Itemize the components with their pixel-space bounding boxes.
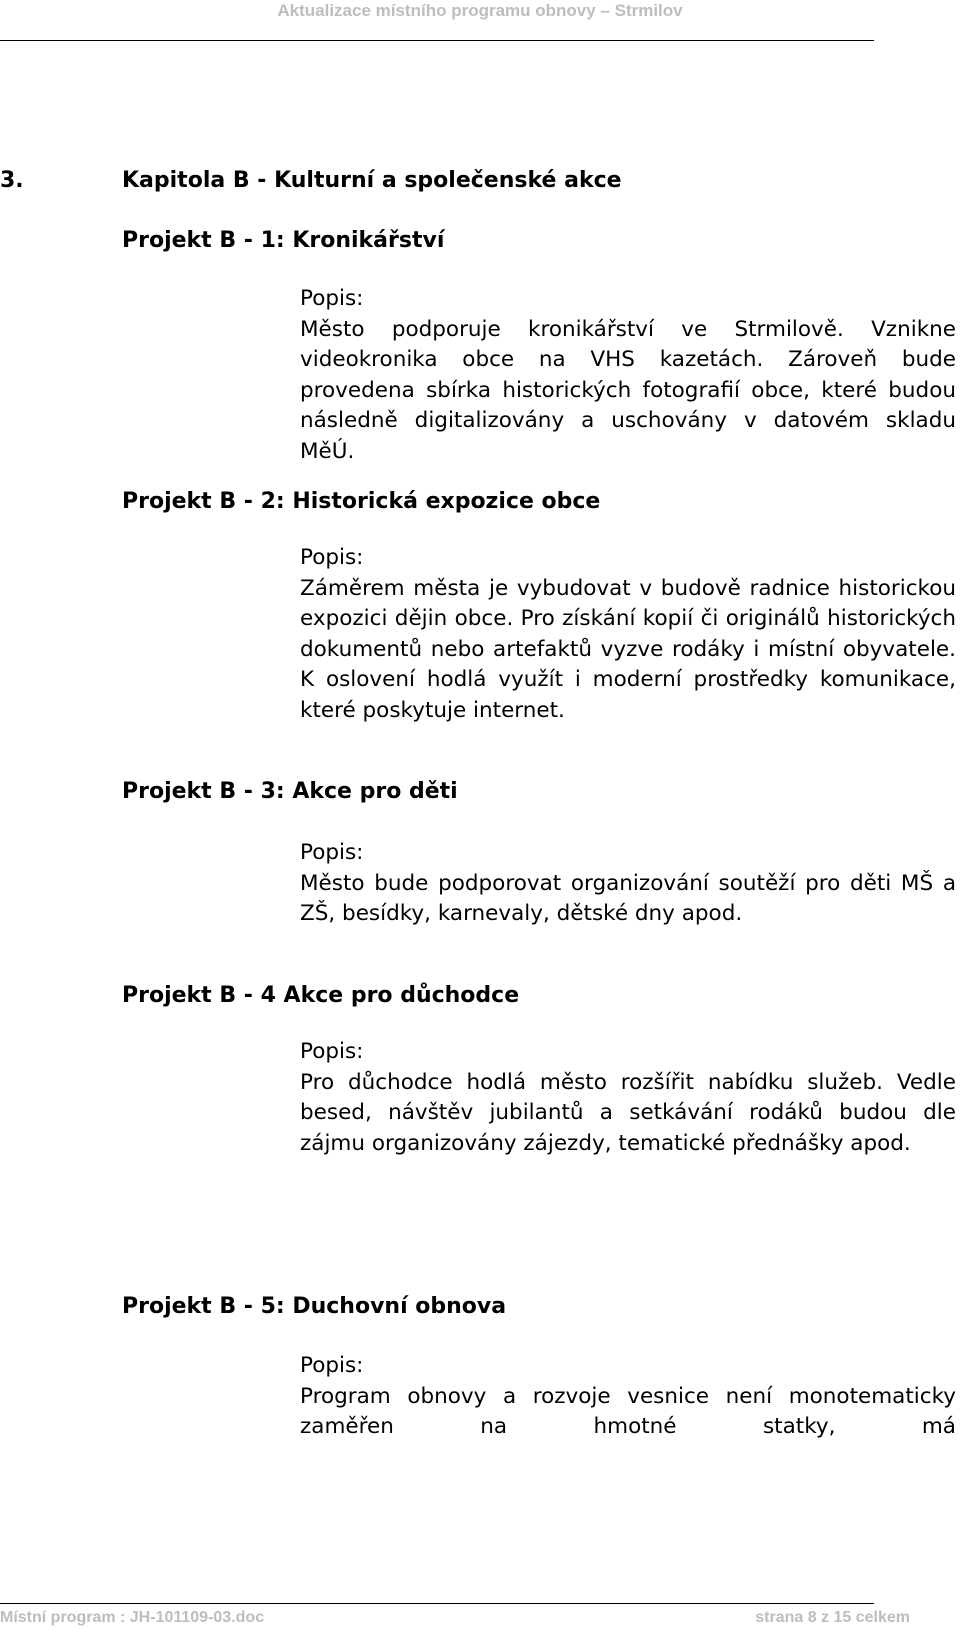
footer-divider <box>0 1603 874 1604</box>
project-b1-heading: Projekt B - 1: Kronikářství <box>122 228 445 253</box>
header-divider <box>0 40 874 41</box>
footer-page-number: strana 8 z 15 celkem <box>755 1609 910 1626</box>
project-b5-block <box>300 1351 956 1443</box>
project-b2-heading: Projekt B - 2: Historická expozice obce <box>122 489 601 514</box>
chapter-title: Kapitola B - Kulturní a společenské akce <box>122 168 622 193</box>
project-b3-description: Město bude podporovat organizování soutěží pro děti MŠ a ZŠ, besídky, karnevaly, dětské dny apod. <box>300 870 956 926</box>
project-b2-description: Záměrem města je vybudovat v budově radnice historickou expozici dějin obce. Pro získání kopií či originálů historických dokumentů nebo artefaktů vyzve rodáky i místní obyvatele. K oslovení hodlá využít i moderní prostředky komunikace, které poskytuje internet. <box>300 575 956 723</box>
page-header: Aktualizace místního programu obnovy – Strmilov <box>277 1 683 20</box>
footer-document-name: Místní program : JH-101109-03.doc <box>0 1609 265 1626</box>
project-b3-block <box>300 838 956 930</box>
project-b1-description: Město podporuje kronikářství ve Strmilově. Vznikne videokronika obce na VHS kazetách. Zároveň bude provedena sbírka historických fotografií obce, které budou následně digitalizovány a uschovány v datovém skladu MěÚ. <box>300 316 956 464</box>
project-b5-description: Program obnovy a rozvoje vesnice není monotematicky zaměřen na hmotné statky, má <box>300 1383 956 1439</box>
project-b5-heading: Projekt B - 5: Duchovní obnova <box>122 1294 507 1319</box>
popis-label: Popis: <box>300 545 364 570</box>
project-b1-block <box>300 284 956 467</box>
project-b4-heading: Projekt B - 4 Akce pro důchodce <box>122 983 520 1008</box>
popis-label: Popis: <box>300 1039 364 1064</box>
chapter-number: 3. <box>0 168 24 193</box>
popis-label: Popis: <box>300 840 364 865</box>
project-b2-block <box>300 543 956 726</box>
popis-label: Popis: <box>300 1353 364 1378</box>
project-b4-description: Pro důchodce hodlá město rozšířit nabídku služeb. Vedle besed, návštěv jubilantů a setkávání rodáků budou dle zájmu organizovány zájezdy, tematické přednášky apod. <box>300 1069 956 1156</box>
project-b3-heading: Projekt B - 3: Akce pro děti <box>122 779 458 804</box>
popis-label: Popis: <box>300 286 364 311</box>
project-b4-block <box>300 1037 956 1159</box>
